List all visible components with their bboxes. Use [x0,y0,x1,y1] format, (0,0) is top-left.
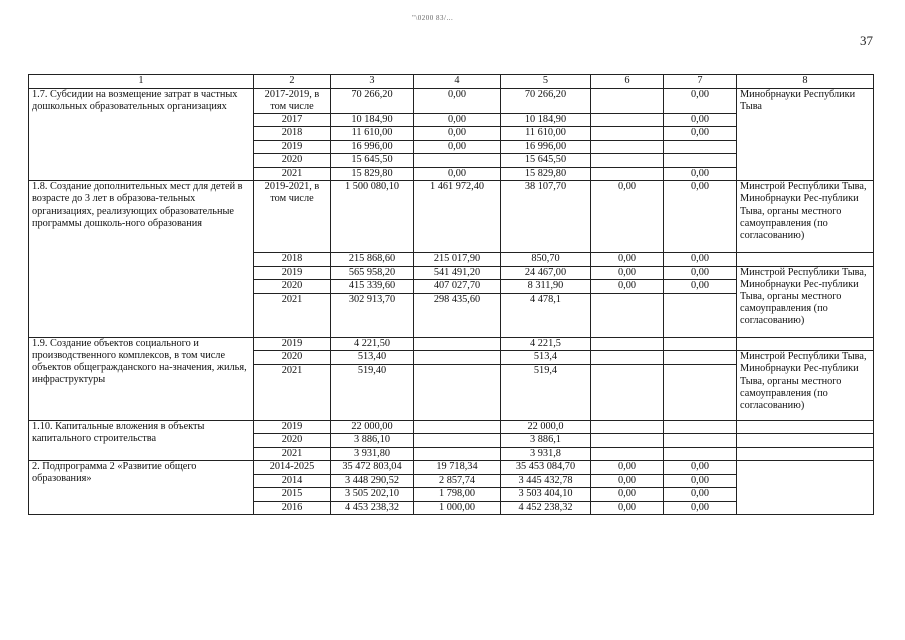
total-cell: 16 996,00 [331,140,414,154]
local-cell [591,420,664,434]
period-cell: 2016 [254,501,331,515]
federal-cell: 1 461 972,40 [414,181,501,253]
republic-cell: 3 931,8 [501,447,591,461]
local-cell [591,167,664,181]
local-cell [591,88,664,113]
extra-cell: 0,00 [664,461,737,475]
federal-cell: 298 435,60 [414,293,501,337]
extra-cell: 0,00 [664,266,737,280]
total-cell: 70 266,20 [331,88,414,113]
total-cell: 415 339,60 [331,280,414,294]
federal-cell: 1 798,00 [414,488,501,502]
period-cell: 2018 [254,127,331,141]
republic-cell: 16 996,00 [501,140,591,154]
republic-cell: 10 184,90 [501,113,591,127]
total-cell: 15 829,80 [331,167,414,181]
extra-cell [664,434,737,448]
extra-cell: 0,00 [664,181,737,253]
header-row [29,75,874,89]
federal-cell [414,447,501,461]
federal-cell: 0,00 [414,88,501,113]
total-cell: 3 886,10 [331,434,414,448]
local-cell [591,434,664,448]
federal-cell: 541 491,20 [414,266,501,280]
responsible-org: Минобрнауки Республики Тыва [737,88,874,181]
federal-cell: 0,00 [414,167,501,181]
republic-cell: 3 503 404,10 [501,488,591,502]
org-empty [737,447,874,461]
republic-cell: 22 000,0 [501,420,591,434]
total-cell: 1 500 080,10 [331,181,414,253]
federal-cell: 1 000,00 [414,501,501,515]
table-row [29,337,874,351]
org-empty [737,253,874,267]
extra-cell: 0,00 [664,474,737,488]
extra-cell [664,337,737,351]
local-cell: 0,00 [591,474,664,488]
republic-cell: 3 886,1 [501,434,591,448]
federal-cell [414,420,501,434]
activity-name: 1.9. Создание объектов социального и производственного комплексов, в том числе объектов общегражданского на-значения, жилья, инфраструктуры [29,337,254,420]
republic-cell: 15 645,50 [501,154,591,168]
federal-cell: 407 027,70 [414,280,501,294]
federal-cell: 19 718,34 [414,461,501,475]
extra-cell: 0,00 [664,113,737,127]
extra-cell [664,140,737,154]
republic-cell: 70 266,20 [501,88,591,113]
period-cell: 2014 [254,474,331,488]
local-cell [591,113,664,127]
republic-cell: 4 478,1 [501,293,591,337]
federal-cell [414,154,501,168]
period-cell: 2021 [254,364,331,420]
total-cell: 215 868,60 [331,253,414,267]
column-header: 7 [664,75,737,89]
budget-table [28,74,874,515]
federal-cell: 0,00 [414,127,501,141]
extra-cell [664,154,737,168]
local-cell [591,364,664,420]
republic-cell: 15 829,80 [501,167,591,181]
local-cell [591,127,664,141]
table-row [29,88,874,113]
federal-cell [414,364,501,420]
period-cell: 2017-2019, в том числе [254,88,331,113]
extra-cell [664,293,737,337]
period-cell: 2019 [254,140,331,154]
activity-name: 1.10. Капитальные вложения в объекты капитального строительства [29,420,254,461]
period-cell: 2021 [254,167,331,181]
extra-cell: 0,00 [664,127,737,141]
republic-cell: 8 311,90 [501,280,591,294]
federal-cell [414,434,501,448]
local-cell [591,154,664,168]
responsible-org: Минстрой Республики Тыва, Минобрнауки Рес-публики Тыва, органы местного самоуправления (по согласованию) [737,351,874,421]
republic-cell: 4 452 238,32 [501,501,591,515]
period-cell: 2018 [254,253,331,267]
republic-cell: 38 107,70 [501,181,591,253]
total-cell: 513,40 [331,351,414,365]
local-cell: 0,00 [591,280,664,294]
period-cell: 2020 [254,154,331,168]
extra-cell: 0,00 [664,280,737,294]
period-cell: 2015 [254,488,331,502]
extra-cell: 0,00 [664,488,737,502]
local-cell: 0,00 [591,501,664,515]
republic-cell: 35 453 084,70 [501,461,591,475]
column-header: 6 [591,75,664,89]
federal-cell: 0,00 [414,140,501,154]
period-cell: 2020 [254,280,331,294]
republic-cell: 24 467,00 [501,266,591,280]
org-empty [737,337,874,351]
local-cell: 0,00 [591,488,664,502]
total-cell: 22 000,00 [331,420,414,434]
responsible-org [737,461,874,515]
total-cell: 3 931,80 [331,447,414,461]
extra-cell: 0,00 [664,501,737,515]
total-cell: 15 645,50 [331,154,414,168]
period-cell: 2020 [254,351,331,365]
period-cell: 2019 [254,266,331,280]
column-header: 2 [254,75,331,89]
extra-cell: 0,00 [664,88,737,113]
extra-cell [664,447,737,461]
total-cell: 3 505 202,10 [331,488,414,502]
column-header: 1 [29,75,254,89]
column-header: 5 [501,75,591,89]
period-cell: 2021 [254,447,331,461]
federal-cell: 0,00 [414,113,501,127]
total-cell: 10 184,90 [331,113,414,127]
responsible-org: Минстрой Республики Тыва, Минобрнауки Рес-публики Тыва, органы местного самоуправления (по согласованию) [737,181,874,253]
period-cell: 2019 [254,420,331,434]
total-cell: 4 453 238,32 [331,501,414,515]
page-number: 37 [860,33,873,48]
republic-cell: 3 445 432,78 [501,474,591,488]
total-cell: 11 610,00 [331,127,414,141]
federal-cell [414,337,501,351]
activity-name: 2. Подпрограмма 2 «Развитие общего образования» [29,461,254,515]
period-cell: 2017 [254,113,331,127]
federal-cell: 215 017,90 [414,253,501,267]
period-cell: 2019-2021, в том числе [254,181,331,253]
republic-cell: 4 221,5 [501,337,591,351]
table-row [29,420,874,434]
header-mark: "\0200 83/... [412,14,454,22]
federal-cell: 2 857,74 [414,474,501,488]
total-cell: 4 221,50 [331,337,414,351]
total-cell: 565 958,20 [331,266,414,280]
local-cell [591,140,664,154]
org-empty [737,420,874,434]
local-cell [591,293,664,337]
republic-cell: 11 610,00 [501,127,591,141]
total-cell: 302 913,70 [331,293,414,337]
total-cell: 519,40 [331,364,414,420]
local-cell: 0,00 [591,181,664,253]
federal-cell [414,351,501,365]
period-cell: 2014-2025 [254,461,331,475]
responsible-org: Минстрой Республики Тыва, Минобрнауки Рес-публики Тыва, органы местного самоуправления (по согласованию) [737,266,874,337]
republic-cell: 850,70 [501,253,591,267]
activity-name: 1.7. Субсидии на возмещение затрат в частных дошкольных образовательных организациях [29,88,254,181]
republic-cell: 513,4 [501,351,591,365]
org-empty [737,434,874,448]
total-cell: 3 448 290,52 [331,474,414,488]
extra-cell: 0,00 [664,253,737,267]
period-cell: 2021 [254,293,331,337]
column-header: 8 [737,75,874,89]
extra-cell [664,420,737,434]
local-cell: 0,00 [591,253,664,267]
activity-name: 1.8. Создание дополнительных мест для детей в возрасте до 3 лет в образова-тельных организациях, реализующих образовательные программы дошколь-ного образования [29,181,254,338]
local-cell: 0,00 [591,461,664,475]
local-cell [591,447,664,461]
extra-cell [664,364,737,420]
local-cell: 0,00 [591,266,664,280]
column-header: 4 [414,75,501,89]
table-row [29,181,874,253]
extra-cell: 0,00 [664,167,737,181]
republic-cell: 519,4 [501,364,591,420]
extra-cell [664,351,737,365]
table-row [29,461,874,475]
local-cell [591,351,664,365]
period-cell: 2019 [254,337,331,351]
column-header: 3 [331,75,414,89]
period-cell: 2020 [254,434,331,448]
total-cell: 35 472 803,04 [331,461,414,475]
local-cell [591,337,664,351]
